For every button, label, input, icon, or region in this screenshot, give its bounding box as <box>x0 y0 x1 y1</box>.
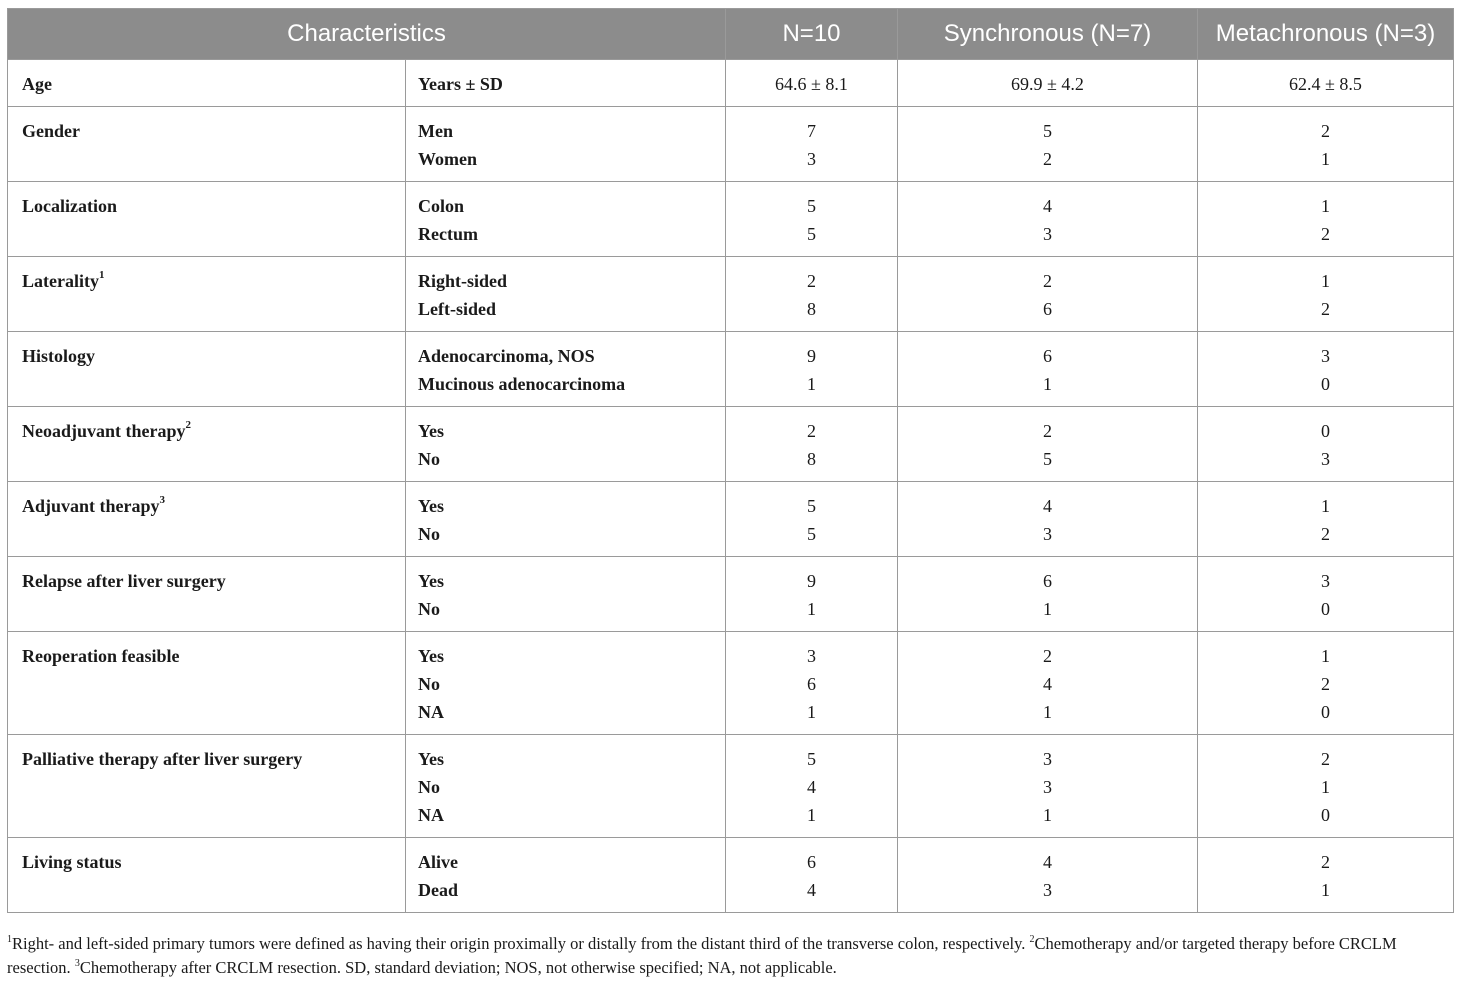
metachronous-count-value: 62.4 ± 8.5 <box>1289 74 1362 94</box>
synchronous-count-value: 5 <box>1043 121 1052 141</box>
subcategory-label: No <box>418 599 440 619</box>
synchronous-count-cell <box>898 482 1198 557</box>
total-count-cell <box>726 60 898 107</box>
metachronous-count-cell <box>1198 735 1454 838</box>
subcategory-label: Yes <box>418 421 444 441</box>
table-row <box>8 557 1454 632</box>
characteristic-cell <box>8 182 406 257</box>
synchronous-count-value: 4 <box>1043 496 1052 516</box>
total-count-value: 9 <box>807 571 816 591</box>
total-count-value: 3 <box>807 646 816 666</box>
table-row <box>8 407 1454 482</box>
metachronous-count-value: 1 <box>1321 149 1330 169</box>
synchronous-count-value: 3 <box>1043 749 1052 769</box>
total-count-value: 4 <box>807 777 816 797</box>
total-count-cell <box>726 632 898 735</box>
subcategory-label: Mucinous adenocarcinoma <box>418 374 626 394</box>
subcategory-label: Years ± SD <box>418 74 503 94</box>
synchronous-count-cell <box>898 182 1198 257</box>
characteristic-cell <box>8 735 406 838</box>
total-count-cell <box>726 735 898 838</box>
footnote-3-mark: 3 <box>74 957 80 969</box>
characteristic-label: Age <box>22 74 52 94</box>
metachronous-count-value: 1 <box>1321 777 1330 797</box>
subcategory-label: Alive <box>418 852 458 872</box>
subcategory-label: Yes <box>418 496 444 516</box>
subcategory-label: No <box>418 674 440 694</box>
subcategory-label: Yes <box>418 646 444 666</box>
metachronous-count-cell <box>1198 107 1454 182</box>
patient-characteristics-table <box>7 8 1454 913</box>
subcategory-label: Yes <box>418 571 444 591</box>
subcategory-label: Colon <box>418 196 465 216</box>
synchronous-count-value: 1 <box>1043 599 1052 619</box>
characteristic-cell <box>8 482 406 557</box>
subcategory-label: Women <box>418 149 478 169</box>
total-count-cell <box>726 257 898 332</box>
total-count-cell <box>726 182 898 257</box>
total-count-value: 6 <box>807 852 816 872</box>
total-count-value: 5 <box>807 524 816 544</box>
synchronous-count-value: 2 <box>1043 149 1052 169</box>
metachronous-count-value: 2 <box>1321 674 1330 694</box>
characteristic-label: Living status <box>22 852 122 872</box>
subcategory-cell <box>406 60 726 107</box>
table-row <box>8 182 1454 257</box>
characteristic-label: Gender <box>22 121 80 141</box>
synchronous-count-cell <box>898 332 1198 407</box>
metachronous-count-value: 0 <box>1321 805 1330 825</box>
table-body <box>8 60 1454 913</box>
synchronous-count-value: 2 <box>1043 421 1052 441</box>
synchronous-count-value: 6 <box>1043 571 1052 591</box>
subcategory-label: Right-sided <box>418 271 508 291</box>
table-footnotes <box>7 932 1453 980</box>
total-count-value: 3 <box>807 149 816 169</box>
synchronous-count-cell <box>898 107 1198 182</box>
characteristic-cell <box>8 257 406 332</box>
metachronous-count-value: 1 <box>1321 271 1330 291</box>
footnote-1-mark: 1 <box>7 933 12 945</box>
metachronous-count-value: 1 <box>1321 646 1330 666</box>
metachronous-count-cell <box>1198 60 1454 107</box>
subcategory-cell <box>406 407 726 482</box>
footnote-reference: 3 <box>159 494 166 506</box>
synchronous-count-value: 1 <box>1043 702 1052 722</box>
subcategory-label: No <box>418 524 440 544</box>
total-count-cell <box>726 332 898 407</box>
table-row <box>8 735 1454 838</box>
footnote-2-text: Chemotherapy and/or targeted therapy before CRCLM resection. <box>7 934 1397 977</box>
subcategory-cell <box>406 838 726 913</box>
synchronous-count-value: 3 <box>1043 524 1052 544</box>
subcategory-cell <box>406 735 726 838</box>
metachronous-count-value: 2 <box>1321 299 1330 319</box>
subcategory-label: No <box>418 449 440 469</box>
metachronous-count-value: 0 <box>1321 374 1330 394</box>
synchronous-count-cell <box>898 557 1198 632</box>
characteristic-label: Reoperation feasible <box>22 646 180 666</box>
synchronous-count-cell <box>898 257 1198 332</box>
table-header-row <box>8 9 1454 60</box>
total-count-cell <box>726 407 898 482</box>
total-count-value: 4 <box>807 880 816 900</box>
synchronous-count-value: 6 <box>1043 346 1052 366</box>
metachronous-count-cell <box>1198 257 1454 332</box>
metachronous-count-value: 3 <box>1321 346 1330 366</box>
synchronous-count-value: 6 <box>1043 299 1052 319</box>
table-row <box>8 482 1454 557</box>
total-count-value: 8 <box>807 449 816 469</box>
characteristic-cell <box>8 332 406 407</box>
metachronous-count-cell <box>1198 407 1454 482</box>
header-synchronous: Synchronous (N=7) <box>898 9 1198 60</box>
total-count-value: 5 <box>807 196 816 216</box>
characteristic-label: Laterality <box>22 271 99 291</box>
metachronous-count-value: 0 <box>1321 421 1330 441</box>
total-count-cell <box>726 557 898 632</box>
synchronous-count-value: 4 <box>1043 674 1052 694</box>
metachronous-count-value: 1 <box>1321 196 1330 216</box>
subcategory-cell <box>406 182 726 257</box>
characteristic-label: Palliative therapy after liver surgery <box>22 749 303 769</box>
synchronous-count-value: 3 <box>1043 777 1052 797</box>
footnote-reference: 1 <box>98 269 105 281</box>
metachronous-count-cell <box>1198 557 1454 632</box>
characteristic-label: Neoadjuvant therapy <box>22 421 186 441</box>
synchronous-count-cell <box>898 838 1198 913</box>
subcategory-cell <box>406 257 726 332</box>
total-count-cell <box>726 482 898 557</box>
synchronous-count-value: 4 <box>1043 196 1052 216</box>
metachronous-count-value: 2 <box>1321 852 1330 872</box>
total-count-cell <box>726 107 898 182</box>
metachronous-count-cell <box>1198 182 1454 257</box>
subcategory-label: NA <box>418 805 444 825</box>
metachronous-count-value: 3 <box>1321 571 1330 591</box>
subcategory-cell <box>406 107 726 182</box>
metachronous-count-cell <box>1198 632 1454 735</box>
total-count-value: 8 <box>807 299 816 319</box>
synchronous-count-value: 1 <box>1043 374 1052 394</box>
total-count-value: 2 <box>807 421 816 441</box>
total-count-value: 2 <box>807 271 816 291</box>
metachronous-count-value: 2 <box>1321 121 1330 141</box>
subcategory-label: Dead <box>418 880 458 900</box>
table-row <box>8 332 1454 407</box>
synchronous-count-value: 2 <box>1043 646 1052 666</box>
total-count-value: 5 <box>807 749 816 769</box>
characteristic-label: Relapse after liver surgery <box>22 571 226 591</box>
header-total: N=10 <box>726 9 898 60</box>
characteristic-cell <box>8 557 406 632</box>
subcategory-cell <box>406 557 726 632</box>
total-count-value: 9 <box>807 346 816 366</box>
total-count-value: 1 <box>807 599 816 619</box>
table-row <box>8 257 1454 332</box>
metachronous-count-value: 0 <box>1321 702 1330 722</box>
footnote-2-mark: 2 <box>1029 933 1035 945</box>
characteristics-table-container <box>7 8 1453 913</box>
total-count-value: 64.6 ± 8.1 <box>775 74 848 94</box>
footnote-reference: 2 <box>185 419 192 431</box>
synchronous-count-value: 2 <box>1043 271 1052 291</box>
table-row <box>8 60 1454 107</box>
subcategory-label: Left-sided <box>418 299 496 319</box>
header-metachronous: Metachronous (N=3) <box>1198 9 1454 60</box>
synchronous-count-value: 4 <box>1043 852 1052 872</box>
characteristic-cell <box>8 60 406 107</box>
metachronous-count-cell <box>1198 332 1454 407</box>
synchronous-count-value: 3 <box>1043 880 1052 900</box>
subcategory-cell <box>406 632 726 735</box>
subcategory-cell <box>406 332 726 407</box>
subcategory-cell <box>406 482 726 557</box>
subcategory-label: Adenocarcinoma, NOS <box>418 346 595 366</box>
synchronous-count-cell <box>898 735 1198 838</box>
metachronous-count-value: 1 <box>1321 880 1330 900</box>
metachronous-count-value: 2 <box>1321 749 1330 769</box>
total-count-value: 7 <box>807 121 816 141</box>
characteristic-cell <box>8 838 406 913</box>
characteristic-cell <box>8 107 406 182</box>
table-row <box>8 632 1454 735</box>
table-row <box>8 107 1454 182</box>
subcategory-label: Yes <box>418 749 444 769</box>
metachronous-count-value: 3 <box>1321 449 1330 469</box>
total-count-value: 5 <box>807 224 816 244</box>
synchronous-count-value: 3 <box>1043 224 1052 244</box>
synchronous-count-value: 5 <box>1043 449 1052 469</box>
total-count-value: 5 <box>807 496 816 516</box>
characteristic-cell <box>8 407 406 482</box>
table-row <box>8 838 1454 913</box>
characteristic-label: Histology <box>22 346 96 366</box>
synchronous-count-value: 69.9 ± 4.2 <box>1011 74 1084 94</box>
metachronous-count-cell <box>1198 482 1454 557</box>
characteristic-label: Adjuvant therapy <box>22 496 160 516</box>
synchronous-count-cell <box>898 632 1198 735</box>
characteristic-label: Localization <box>22 196 117 216</box>
metachronous-count-value: 2 <box>1321 524 1330 544</box>
subcategory-label: Rectum <box>418 224 478 244</box>
total-count-cell <box>726 838 898 913</box>
metachronous-count-value: 0 <box>1321 599 1330 619</box>
footnote-1-text: Right- and left-sided primary tumors were defined as having their origin proximally or distally from the distant third of the transverse colon, respectively. <box>12 934 1030 953</box>
subcategory-label: No <box>418 777 440 797</box>
metachronous-count-cell <box>1198 838 1454 913</box>
footnote-3-text: Chemotherapy after CRCLM resection. SD, standard deviation; NOS, not otherwise specified; NA, not applicable. <box>79 958 837 977</box>
total-count-value: 6 <box>807 674 816 694</box>
header-characteristics: Characteristics <box>8 9 726 60</box>
total-count-value: 1 <box>807 374 816 394</box>
subcategory-label: NA <box>418 702 444 722</box>
metachronous-count-value: 2 <box>1321 224 1330 244</box>
metachronous-count-value: 1 <box>1321 496 1330 516</box>
synchronous-count-value: 1 <box>1043 805 1052 825</box>
synchronous-count-cell <box>898 60 1198 107</box>
total-count-value: 1 <box>807 702 816 722</box>
synchronous-count-cell <box>898 407 1198 482</box>
subcategory-label: Men <box>418 121 453 141</box>
characteristic-cell <box>8 632 406 735</box>
total-count-value: 1 <box>807 805 816 825</box>
